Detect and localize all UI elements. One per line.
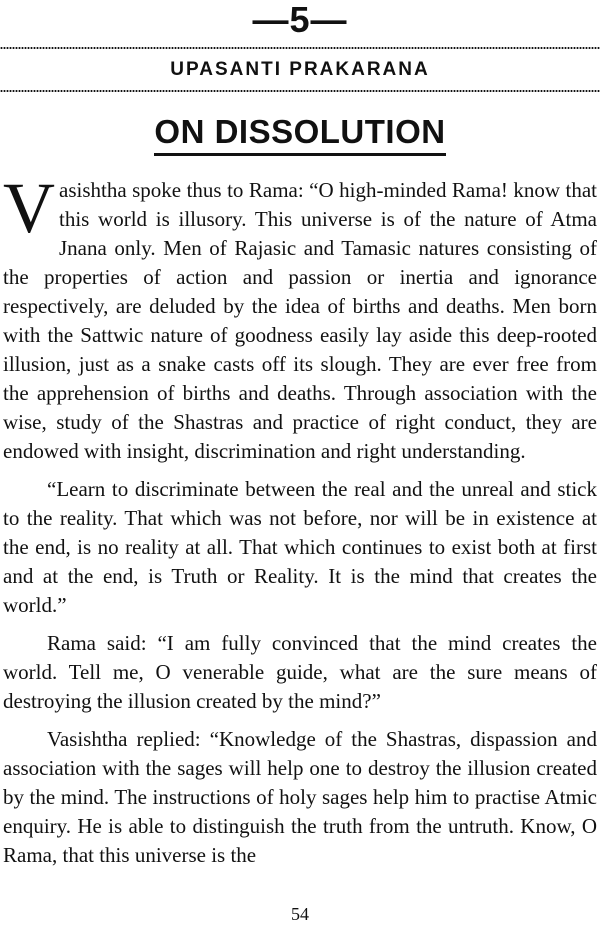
drop-cap: V bbox=[3, 168, 55, 248]
paragraph-1 bbox=[3, 168, 597, 466]
section-title: UPASANTI PRAKARANA bbox=[170, 59, 430, 80]
chapter-number: —5— bbox=[252, 0, 348, 40]
chapter-title-wrapper bbox=[0, 113, 600, 156]
dotted-rule-top bbox=[0, 46, 600, 50]
paragraph-2: “Learn to discriminate between the real and the unreal and stick to the reality. That which was not before, nor will be in existence at the end, is no reality at all. That which continues to exist both at first and at the end, is Truth or Reality. It is the mind that creates the world.” bbox=[3, 477, 597, 617]
chapter-title: ON DISSOLUTION bbox=[154, 113, 445, 156]
paragraph-3: Rama said: “I am fully convinced that the mind creates the world. Tell me, O venerable guide, what are the sure means of destroying the illusion created by the mind?” bbox=[3, 631, 597, 713]
page-number: 54 bbox=[291, 904, 309, 924]
body-text bbox=[3, 168, 597, 879]
paragraph-1-text: asishtha spoke thus to Rama: “O high-minded Rama! know that this world is illusory. This universe is of the nature of Atma Jnana only. Men of Rajasic and Tamasic natures consisting of the properties of action and passion or inertia and ignorance respectively, are deluded by the idea of births and deaths. Men born with the Sattwic nature of goodness easily lay aside this deep-rooted illusion, just as a snake casts off its slough. They are ever free from the apprehension of births and deaths. Through association with the wise, study of the Shastras and practice of right conduct, they are endowed with insight, discrimination and right understanding. bbox=[3, 178, 597, 463]
paragraph-4: Vasishtha replied: “Knowledge of the Shastras, dispassion and association with the sages will help one to destroy the illusion created by the mind. The instructions of holy sages help him to practise Atmic enquiry. He is able to distinguish the truth from the untruth. Know, O Rama, that this universe is the bbox=[3, 727, 597, 867]
dotted-rule-bottom bbox=[0, 89, 600, 93]
